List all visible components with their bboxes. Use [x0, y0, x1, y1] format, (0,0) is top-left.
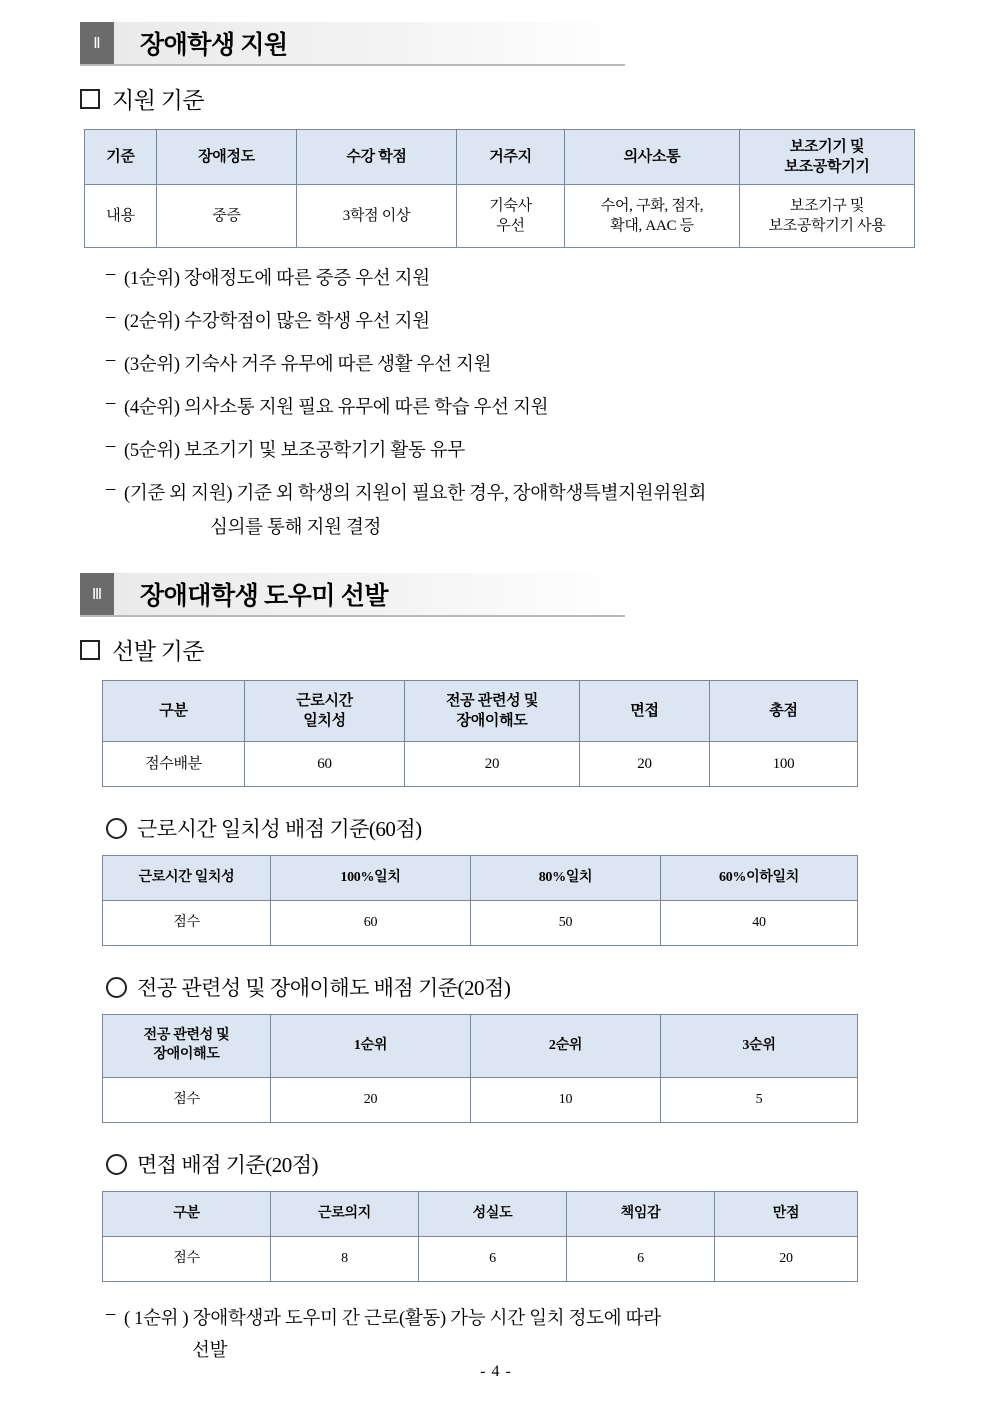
- table-header-cell: 2순위: [471, 1015, 661, 1078]
- table-header-cell: 장애정도: [157, 130, 297, 185]
- table-cell: 5: [661, 1078, 858, 1123]
- list-item: [106, 393, 922, 419]
- support-criteria-table: [84, 129, 915, 248]
- table-cell: 8: [271, 1237, 419, 1282]
- square-bullet-icon: [80, 89, 100, 109]
- table-cell: 수어, 구화, 점자, 확대, AAC 등: [565, 185, 740, 248]
- interview-score-table: [102, 1191, 858, 1282]
- table-cell: 보조기구 및 보조공학기기 사용: [740, 185, 915, 248]
- table-row-label: 점수: [103, 901, 271, 946]
- table-row: [85, 185, 915, 248]
- table-header-cell: 수강 학점: [297, 130, 457, 185]
- page-number: - 4 -: [480, 1363, 512, 1380]
- table-row-label: 점수: [103, 1237, 271, 1282]
- table-cell: 40: [661, 901, 858, 946]
- table-row: [103, 901, 858, 946]
- section-header-2: [80, 22, 625, 66]
- square-bullet-icon: [80, 640, 100, 660]
- table-header-cell: 기준: [85, 130, 157, 185]
- table-header-cell: 근로의지: [271, 1192, 419, 1237]
- list-item-label: (4순위) 의사소통 지원 필요 유무에 따른 학습 우선 지원: [123, 398, 549, 418]
- list-item-label: (2순위) 수강학점이 많은 학생 우선 지원: [123, 312, 430, 332]
- dash-icon: –: [106, 1304, 115, 1324]
- table-header-cell: 60%이하일치: [661, 856, 858, 901]
- list-item: [106, 264, 922, 290]
- sub-heading-label: 선발 기준: [112, 639, 205, 664]
- list-item: [106, 350, 922, 376]
- section-title: 장애학생 지원: [140, 32, 288, 59]
- table-header-cell: 전공 관련성 및 장애이해도: [103, 1015, 271, 1078]
- table-cell: 기숙사 우선: [457, 185, 565, 248]
- list-item: [106, 436, 922, 462]
- section-header-3: [80, 573, 625, 617]
- table-header-row: [103, 856, 858, 901]
- list-item-label: (1순위) 장애정도에 따른 중증 우선 지원: [123, 269, 430, 289]
- table-header-cell: 100%일치: [271, 856, 471, 901]
- major-score-table: [102, 1014, 858, 1123]
- table-header-row: [85, 130, 915, 185]
- table-cell: 중증: [157, 185, 297, 248]
- selection-score-table: [102, 680, 858, 787]
- table-header-cell: 책임감: [567, 1192, 715, 1237]
- sub-heading-selection-criteria: [80, 633, 922, 666]
- table-header-row: [103, 1192, 858, 1237]
- heading-label: 근로시간 일치성 배점 기준(60점): [137, 817, 422, 841]
- sub-heading-label: 지원 기준: [112, 88, 205, 113]
- heading-major-relevance: [106, 972, 922, 1002]
- table-row: [103, 1237, 858, 1282]
- table-cell: 20: [271, 1078, 471, 1123]
- dash-icon: –: [106, 264, 115, 284]
- table-cell: 50: [471, 901, 661, 946]
- table-cell: 60: [271, 901, 471, 946]
- dash-icon: –: [106, 307, 115, 327]
- list-item-label: (5순위) 보조기기 및 보조공학기기 활동 유무: [123, 441, 465, 461]
- circle-bullet-icon: [106, 977, 127, 998]
- table-cell: 10: [471, 1078, 661, 1123]
- heading-interview: [106, 1149, 922, 1179]
- table-header-cell: 만점: [715, 1192, 858, 1237]
- table-header-cell: 1순위: [271, 1015, 471, 1078]
- section-number: Ⅲ: [80, 573, 114, 615]
- support-priority-list: [80, 264, 922, 505]
- dash-icon: –: [106, 436, 115, 456]
- table-header-cell: 구분: [103, 1192, 271, 1237]
- table-header-cell: 근로시간 일치성: [245, 681, 405, 742]
- heading-worktime-match: [106, 813, 922, 843]
- dash-icon: –: [106, 479, 115, 499]
- heading-label: 전공 관련성 및 장애이해도 배점 기준(20점): [137, 976, 511, 1000]
- final-note-label: ( 1순위 ) 장애학생과 도우미 간 근로(활동) 가능 시간 일치 정도에 따라: [123, 1309, 661, 1329]
- table-row: [103, 742, 858, 787]
- table-header-cell: 면접: [580, 681, 710, 742]
- circle-bullet-icon: [106, 1154, 127, 1175]
- list-item-label: (3순위) 기숙사 거주 유무에 따른 생활 우선 지원: [123, 355, 492, 375]
- section-title: 장애대학생 도우미 선발: [140, 583, 389, 610]
- table-header-row: [103, 1015, 858, 1078]
- circle-bullet-icon: [106, 818, 127, 839]
- table-cell: 6: [419, 1237, 567, 1282]
- table-row-label: 점수: [103, 1078, 271, 1123]
- table-cell: 3학점 이상: [297, 185, 457, 248]
- table-header-cell: 의사소통: [565, 130, 740, 185]
- final-note-continuation: 선발: [192, 1341, 228, 1361]
- table-row-label: 내용: [85, 185, 157, 248]
- list-item: [106, 479, 922, 505]
- table-cell: 20: [715, 1237, 858, 1282]
- table-header-cell: 총점: [710, 681, 858, 742]
- dash-icon: –: [106, 393, 115, 413]
- table-cell: 60: [245, 742, 405, 787]
- table-header-cell: 성실도: [419, 1192, 567, 1237]
- worktime-score-table: [102, 855, 858, 946]
- table-header-cell: 근로시간 일치성: [103, 856, 271, 901]
- list-item: [106, 307, 922, 333]
- table-cell: 20: [580, 742, 710, 787]
- table-header-cell: 거주지: [457, 130, 565, 185]
- sub-heading-support-criteria: [80, 82, 922, 115]
- list-item-label: (기준 외 지원) 기준 외 학생의 지원이 필요한 경우, 장애학생특별지원위원회: [123, 484, 707, 504]
- table-header-cell: 보조기기 및 보조공학기기: [740, 130, 915, 185]
- table-header-cell: 3순위: [661, 1015, 858, 1078]
- table-header-row: [103, 681, 858, 742]
- table-cell: 20: [405, 742, 580, 787]
- table-header-cell: 구분: [103, 681, 245, 742]
- table-cell: 6: [567, 1237, 715, 1282]
- table-header-cell: 80%일치: [471, 856, 661, 901]
- table-header-cell: 전공 관련성 및 장애이해도: [405, 681, 580, 742]
- section-number: Ⅱ: [80, 22, 114, 64]
- dash-icon: –: [106, 350, 115, 370]
- list-item-continuation: 심의를 통해 지원 결정: [210, 518, 382, 538]
- table-cell: 100: [710, 742, 858, 787]
- final-note: [106, 1304, 922, 1330]
- table-row-label: 점수배분: [103, 742, 245, 787]
- heading-label: 면접 배점 기준(20점): [137, 1153, 318, 1177]
- table-row: [103, 1078, 858, 1123]
